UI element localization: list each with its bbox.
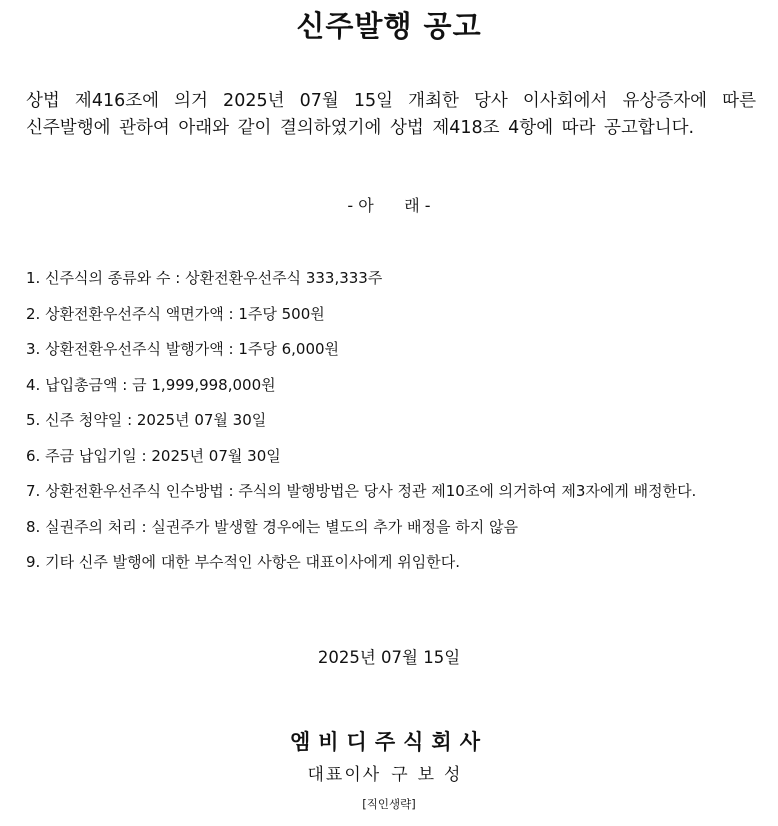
seal-omitted-note: [직인생략] bbox=[362, 797, 416, 811]
resolution-item-list bbox=[26, 268, 766, 588]
list-item: 1. 신주식의 종류와 수 : 상환전환우선주식 333,333주 bbox=[26, 269, 383, 287]
list-item: 8. 실권주의 처리 : 실권주가 발생할 경우에는 별도의 추가 배정을 하지 않음 bbox=[26, 517, 519, 536]
notice-intro-paragraph bbox=[26, 88, 756, 142]
ceo-name: 구보성 bbox=[391, 765, 471, 785]
notice-title: 신주발행 공고 bbox=[296, 9, 482, 43]
list-item: 3. 상환전환우선주식 발행가액 : 1주당 6,000원 bbox=[26, 340, 340, 358]
ceo-title: 대표이사 bbox=[307, 765, 382, 785]
list-item: 6. 주금 납입기일 : 2025년 07월 30일 bbox=[26, 446, 281, 465]
list-item: 2. 상환전환우선주식 액면가액 : 1주당 500원 bbox=[26, 304, 325, 323]
company-name bbox=[0, 727, 778, 757]
list-item: 9. 기타 신주 발행에 대한 부수적인 사항은 대표이사에게 위임한다. bbox=[26, 553, 460, 571]
company-name-text: 엠비디주식회사 bbox=[289, 730, 488, 754]
ceo-signature-line bbox=[0, 762, 778, 788]
section-heading: - 아 래 - bbox=[347, 196, 431, 215]
intro-line-1: 상법 제416조에 의거 2025년 07월 15일 개최한 당사 이사회에서 유상증자에 따른 bbox=[26, 91, 756, 111]
intro-line-2: 신주발행에 관하여 아래와 같이 결의하였기에 상법 제418조 4항에 따라 공고합니다. bbox=[26, 118, 695, 138]
list-item: 4. 납입총금액 : 금 1,999,998,000원 bbox=[26, 375, 276, 394]
list-item: 5. 신주 청약일 : 2025년 07월 30일 bbox=[26, 411, 267, 429]
list-item: 7. 상환전환우선주식 인수방법 : 주식의 발행방법은 당사 정관 제10조에 의거하여 제3자에게 배정한다. bbox=[26, 482, 697, 500]
notice-date: 2025년 07월 15일 bbox=[317, 648, 461, 667]
